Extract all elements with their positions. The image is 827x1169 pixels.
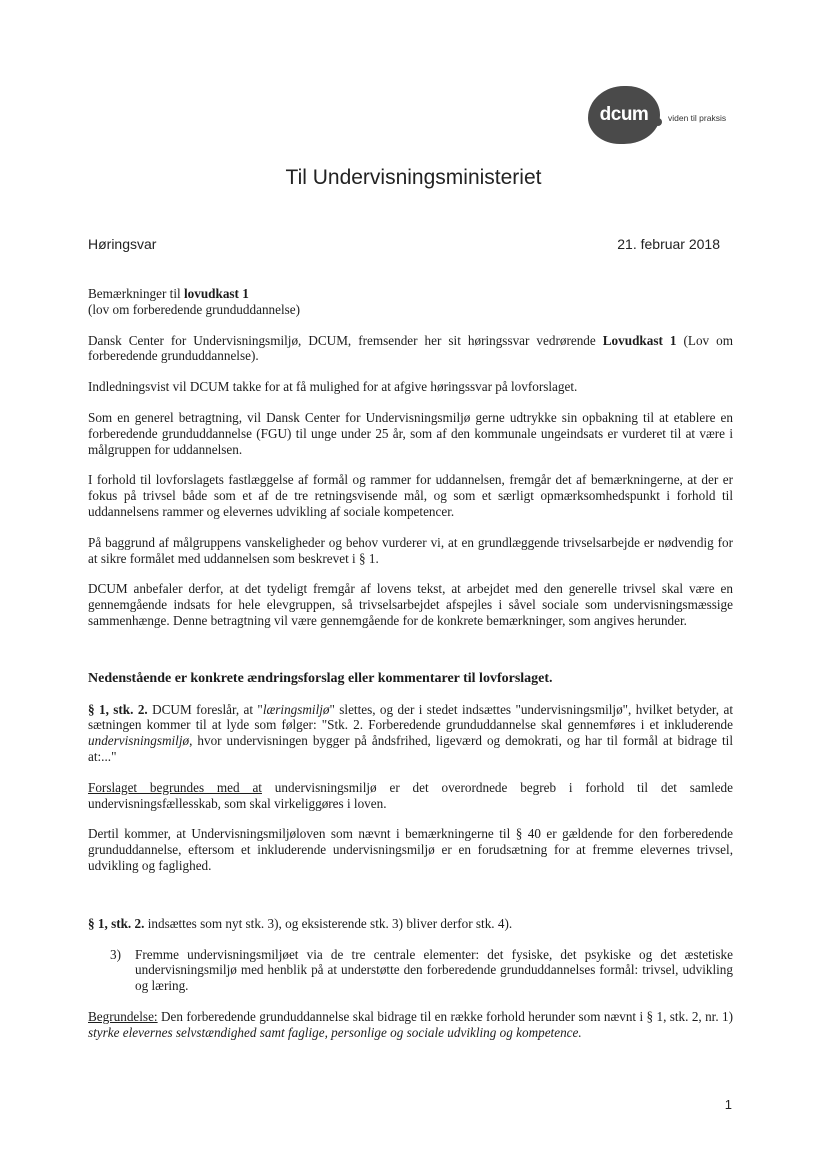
- intro-text-c: (Lov om forberedende grunduddannelse).: [88, 332, 733, 364]
- list-item: [110, 947, 733, 994]
- logo-mark: dcum: [588, 86, 660, 144]
- doc-date: 21. februar 2018: [617, 236, 720, 252]
- intro-paragraph: [88, 333, 733, 365]
- justification-underlined: Forslaget begrundes med at: [88, 779, 262, 795]
- general-paragraph: Som en generel betragtning, vil Dansk Center for Undervisningsmiljø gerne udtrykke sin opbakning til at etablere en forberedende grunduddannelse (FGU) til unge under 25 år, som af den kommunale ungeindsats er vurderet til at være i målgruppen for uddannelsen.: [88, 409, 733, 457]
- subject-subtitle: (lov om forberedende grunduddannelse): [88, 301, 301, 317]
- logo-dot: [654, 118, 662, 126]
- subject-paragraph: [88, 286, 733, 318]
- amendment-1-paragraph: [88, 702, 733, 765]
- amend-italic-c: læringsmiljø: [262, 701, 330, 717]
- doc-type-label: Høringsvar: [88, 236, 157, 252]
- amendment-2-paragraph: [88, 916, 733, 932]
- intro-bold: Lovudkast 1: [602, 332, 677, 348]
- section-ref-2: § 1, stk. 2.: [88, 915, 145, 931]
- logo-tagline: viden til praksis: [668, 113, 727, 123]
- amend-text-f: , hvor undervisningen bygger på åndsfrihed, ligeværd og demokrati, og har til formål at bidrage til at:...": [88, 733, 733, 764]
- reason-paragraph: [88, 1009, 733, 1041]
- dcum-logo: [588, 86, 726, 144]
- subject-text: Bemærkninger til: [88, 286, 184, 301]
- purpose-paragraph: I forhold til lovforslagets fastlæggelse af formål og rammer for uddannelsen, fremgår det af bemærkningerne, at der er fokus på trivsel både som et af de tre retningsvisende mål, og som et særligt opmærksomhedspunkt i forhold til uddannelsens rammer og elevernes udvikling af sociale kompetencer.: [88, 472, 733, 519]
- reason-label: Begrundelse:: [88, 1008, 158, 1024]
- recommendation-paragraph: DCUM anbefaler derfor, at det tydeligt fremgår af lovens tekst, at arbejdet med den generelle trivsel skal være en gennemgående indsats for hele elevgruppen, så trivselsarbejdet afspejles i såvel sociale som undervisningsmæssige sammenhænge. Denne betragtning vil være gennemgående for de konkrete bemærkninger, som angives herunder.: [88, 581, 733, 628]
- amend-text-d: " slettes, og der i stedet indsættes "undervisningsmiljø", hvilket betyder, at sætningen kommer til at lyde som følger: "Stk. 2. Forberedende grunduddannelse skal gennemføres i et inkluderende: [88, 701, 733, 733]
- page-number: 1: [724, 1097, 732, 1112]
- page-title: Til Undervisningsministeriet: [285, 166, 542, 189]
- list-text: Fremme undervisningsmiljøet via de tre centrale elementer: det fysiske, det psykiske og det æstetiske undervisningsmiljø med henblik på at understøtte den forberedende grunduddannelses formål: trivsel, udvikling og læring.: [135, 946, 733, 994]
- needs-paragraph: På baggrund af målgruppens vanskeligheder og behov vurderer vi, at en grundlæggende trivselsarbejde er nødvendig for at sikre formålet med uddannelsen som beskrevet i § 1.: [88, 534, 733, 566]
- reason-italic: styrke elevernes selvstændighed samt faglige, personlige og sociale udvikling og kompetence.: [88, 1024, 582, 1040]
- section-heading: Nedenstående er konkrete ændringsforslag eller kommentarer til lovforslaget.: [88, 670, 553, 686]
- reason-text: Den forberedende grunduddannelse skal bidrage til en række forhold herunder som nævnt i § 1, stk. 2, nr. 1): [157, 1008, 733, 1024]
- subject-bold: lovudkast 1: [183, 286, 249, 301]
- section-ref: § 1, stk. 2.: [88, 701, 148, 717]
- justification-text: undervisningsmiljø er det overordnede begreb i forhold til det samlede undervisningsfællesskab, som skal virkeliggøres i loven.: [88, 779, 733, 811]
- justification-paragraph: [88, 780, 733, 812]
- amend-italic-e: undervisningsmiljø: [88, 733, 190, 749]
- thanks-paragraph: Indledningsvist vil DCUM takke for at få mulighed for at afgive høringssvar på lovforslaget.: [88, 379, 578, 395]
- intro-text-a: Dansk Center for Undervisningsmiljø, DCUM, fremsender her sit høringssvar vedrørende: [88, 332, 603, 348]
- law-paragraph: Dertil kommer, at Undervisningsmiljøloven som nævnt i bemærkningerne til § 40 er gældende for den forberedende grunduddannelse, eftersom et inkluderende undervisningsmiljø er en forudsætning for at fremme elevernes trivsel, udvikling og faglighed.: [88, 826, 733, 873]
- list-number: 3): [110, 946, 121, 962]
- amend-text-b: DCUM foreslår, at ": [147, 701, 263, 717]
- document-body: [88, 286, 733, 1041]
- amend2-text: indsættes som nyt stk. 3), og eksisterende stk. 3) bliver derfor stk. 4).: [144, 915, 513, 931]
